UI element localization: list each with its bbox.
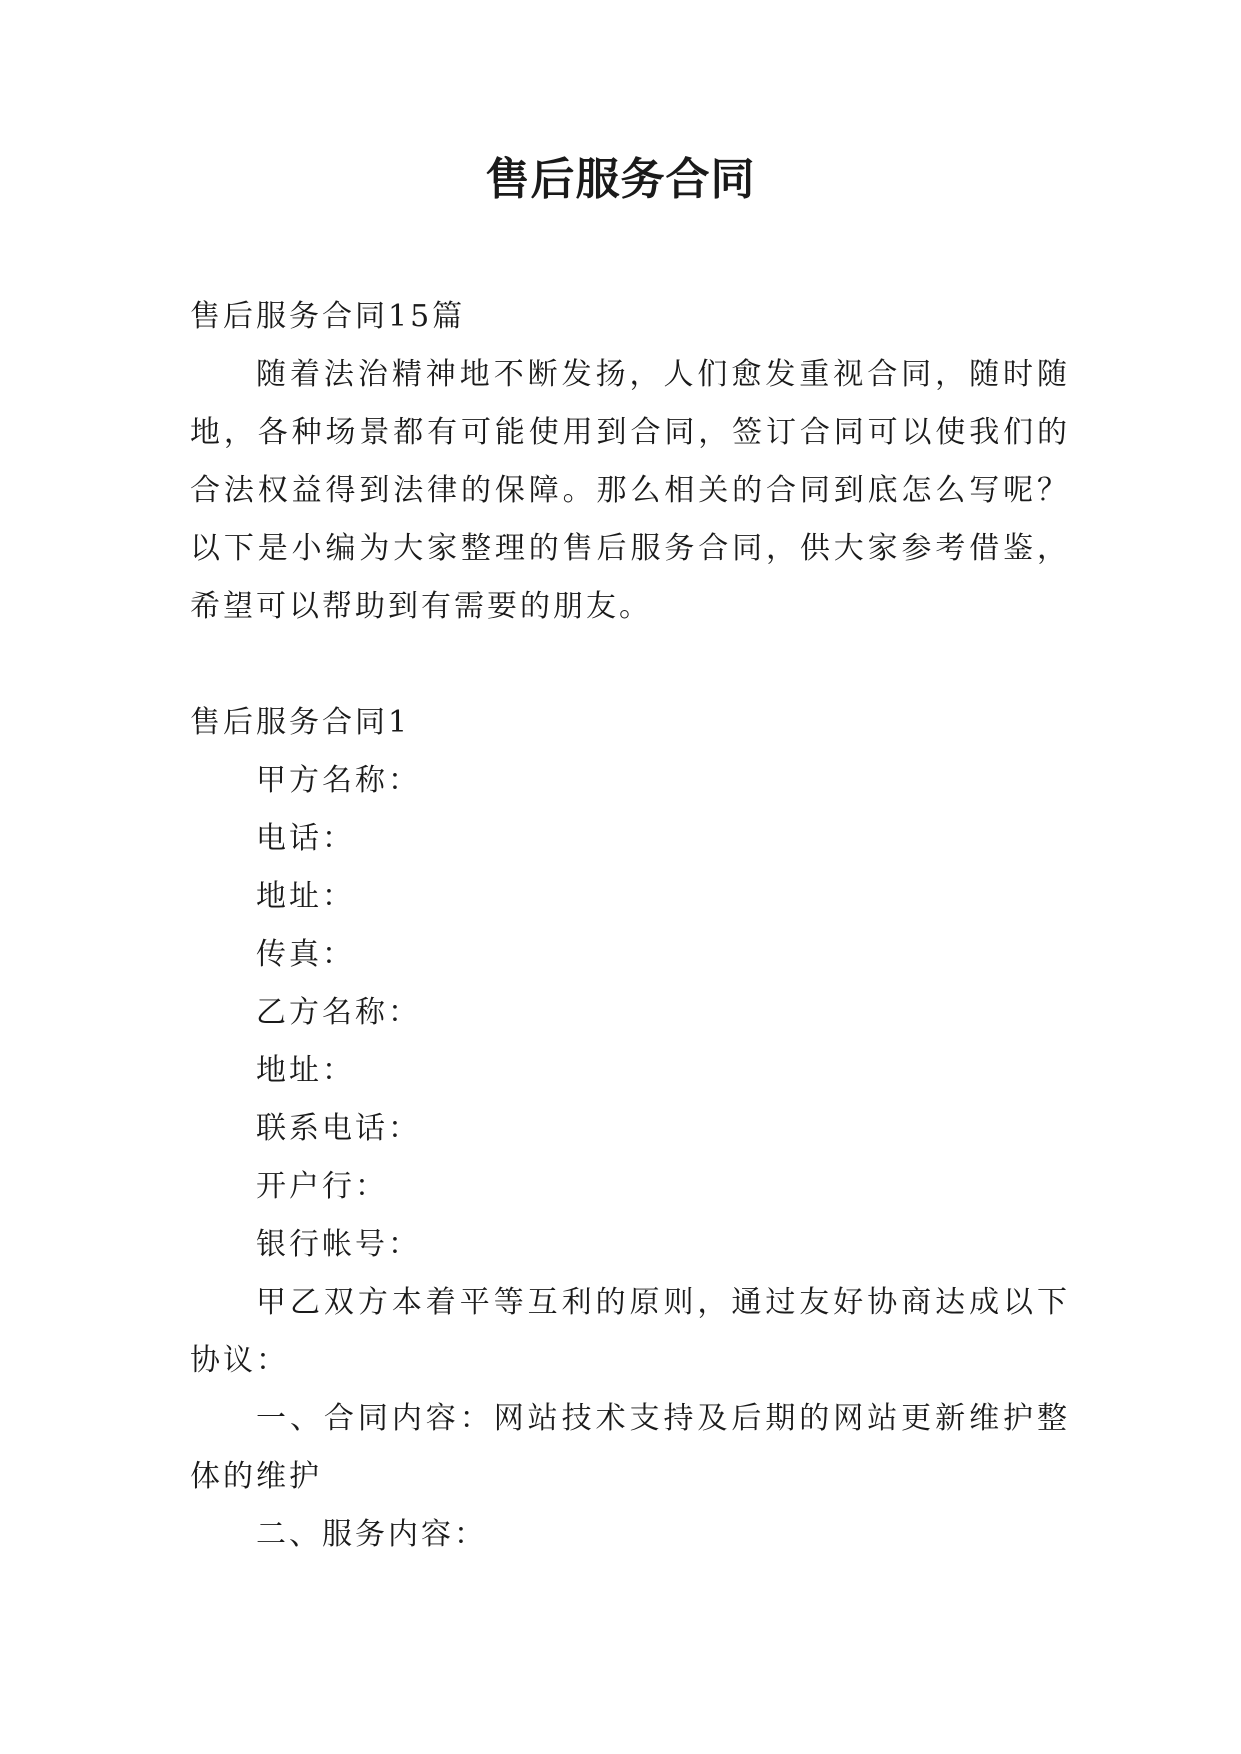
party-a-fax-field: 传真： (256, 937, 355, 972)
agreement-paragraph: 甲乙双方本着平等互利的原则，通过友好协商达成以下协议： (190, 1285, 1070, 1378)
party-a-phone-field: 电话： (256, 821, 355, 856)
intro-paragraph: 随着法治精神地不断发扬，人们愈发重视合同，随时随地，各种场景都有可能使用到合同，签订合同可以使我们的合法权益得到法律的保障。那么相关的合同到底怎么写呢？以下是小编为大家整理的售后服务合同，供大家参考借鉴，希望可以帮助到有需要的朋友。 (190, 357, 1070, 624)
clause-one: 一、合同内容：网站技术支持及后期的网站更新维护整体的维护 (190, 1401, 1070, 1494)
clause-two: 二、服务内容： (256, 1517, 487, 1552)
bank-account-field: 银行帐号： (256, 1227, 421, 1262)
party-b-phone-field: 联系电话： (256, 1111, 421, 1146)
document-title: 售后服务合同 (485, 154, 756, 205)
party-b-name-field: 乙方名称： (256, 995, 421, 1030)
collection-heading: 售后服务合同15篇 (190, 299, 466, 334)
bank-name-field: 开户行： (256, 1169, 388, 1204)
party-a-address-field: 地址： (256, 879, 355, 914)
document-body (190, 288, 1070, 1564)
party-a-name-field: 甲方名称： (256, 763, 421, 798)
party-b-address-field: 地址： (256, 1053, 355, 1088)
contract-heading: 售后服务合同1 (190, 705, 411, 740)
